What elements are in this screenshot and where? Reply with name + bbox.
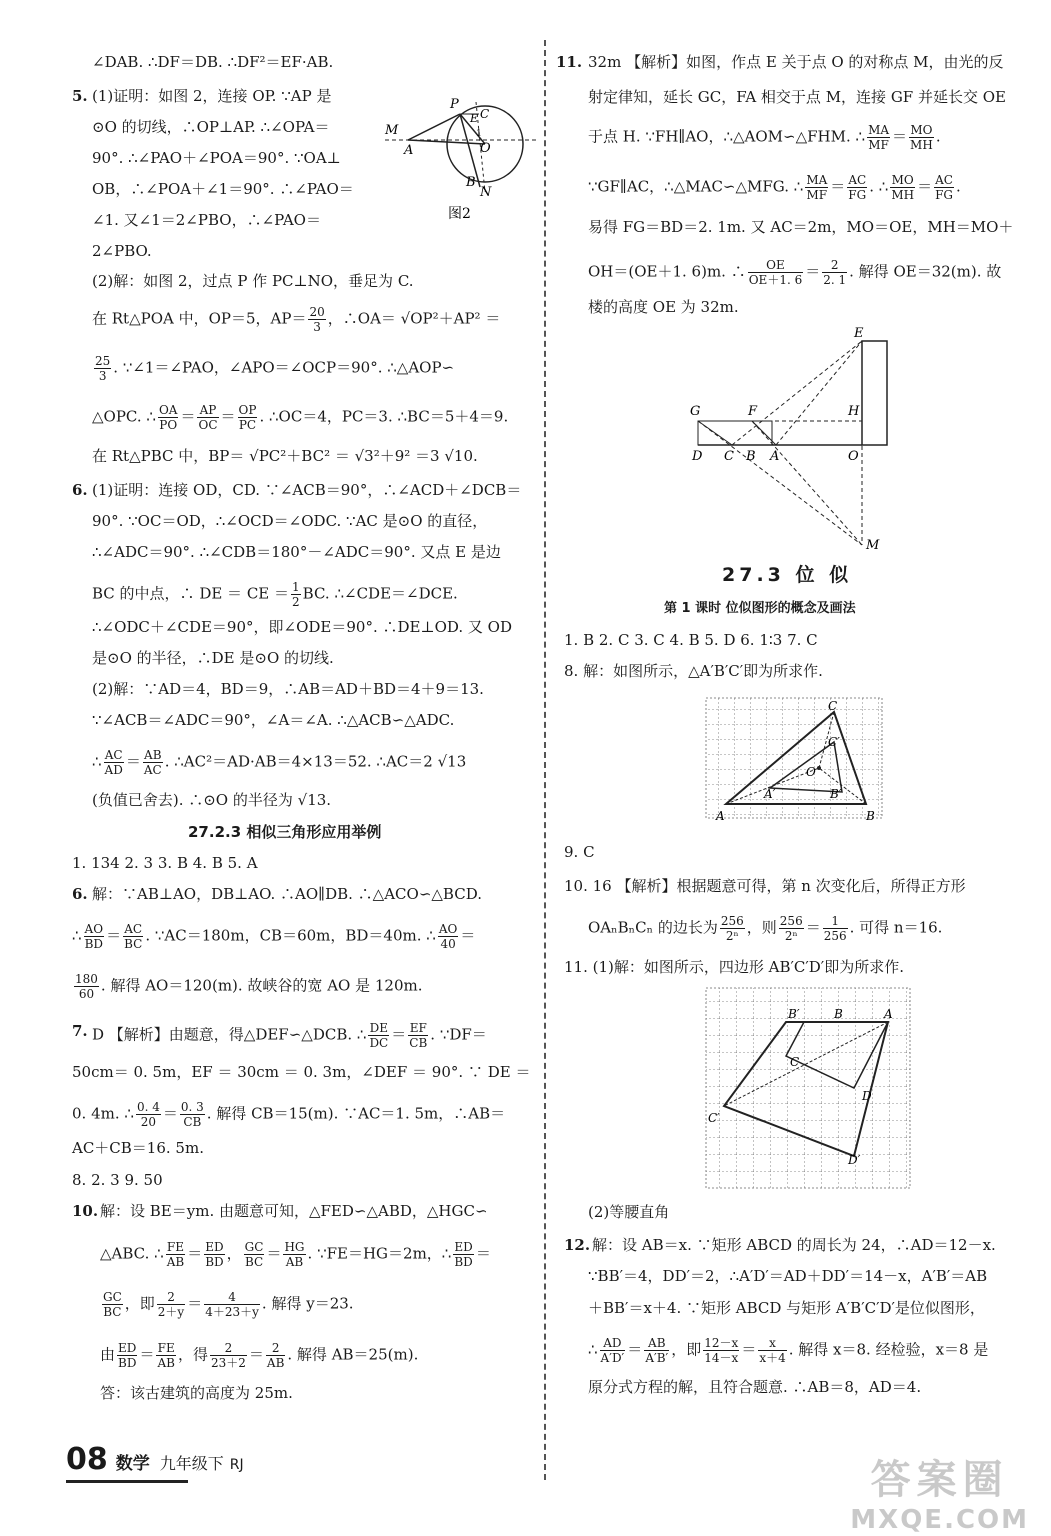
fraction: $\frac{AO}{40}$ xyxy=(438,922,458,951)
answer-line: 1. 134 2. 3 3. B 4. B 5. A xyxy=(72,854,258,872)
fraction: $\frac{4}{4+23+y}$ xyxy=(205,1290,259,1319)
text: . ∴ xyxy=(869,177,889,196)
fraction: $\frac{1}{256}$ xyxy=(823,914,847,943)
page-number: 08 xyxy=(66,1442,108,1477)
text: BC. ∴∠CDE＝∠DCE. xyxy=(302,584,458,603)
fraction: $\frac{OA}{PO}$ xyxy=(158,403,178,432)
fraction: $\frac{OE}{OE+1. 6}$ xyxy=(748,258,803,287)
fraction: $\frac{AP}{OC}$ xyxy=(198,403,218,432)
math-line xyxy=(92,305,500,334)
fraction: $\frac{AC}{AD}$ xyxy=(104,748,123,777)
fraction: $\frac{2}{2+y}$ xyxy=(157,1290,185,1319)
label-o: O xyxy=(806,765,816,779)
label-c: C xyxy=(480,107,490,121)
fraction: $\frac{EF}{CB}$ xyxy=(409,1021,428,1050)
fraction: $\frac{DE}{DC}$ xyxy=(369,1021,389,1050)
question-number: 12. xyxy=(564,1236,591,1254)
section-title: 27.2.3 相似三角形应用举例 xyxy=(188,823,382,841)
math-line: ∴ $\frac{AO}{BD}$ ＝ $\frac{AC}{BC}$ . ∵AC＝180m，CB＝60m，BD＝40m. ∴ $\frac{AO}{40}$ ＝ xyxy=(72,922,476,951)
label-b: B xyxy=(834,1007,843,1021)
page-footer xyxy=(66,1442,244,1477)
text: . 可得 n＝16. xyxy=(849,918,943,937)
fraction: $\frac{AO}{BD}$ xyxy=(84,922,104,951)
figure-building-reflection xyxy=(688,325,898,555)
text-line: (2)解：如图 2，过点 P 作 PC⊥NO，垂足为 C. xyxy=(92,272,414,290)
text-line: AC＋CB＝16. 5m. xyxy=(72,1139,204,1157)
text-line: (1)证明：连接 OD，CD. ∵∠ACB＝90°，∴∠ACD＋∠DCB＝ xyxy=(92,481,522,499)
text: ∴OC＝4，PC＝3. ∴BC＝5＋4＝9. xyxy=(269,407,509,426)
text: ∴ xyxy=(588,1340,598,1359)
label-h: H xyxy=(848,404,860,419)
label-bp: B′ xyxy=(788,1007,800,1021)
lesson-subtitle: 第 1 课时 位似图形的概念及画法 xyxy=(664,601,856,616)
text: . ∵∠1＝∠PAO，∠APO＝∠OCP＝90°. ∴△AOP∽ xyxy=(113,358,455,377)
math-line: ∴ $\frac{AC}{AD}$ ＝ $\frac{AB}{AC}$ . ∴AC²＝AD·AB＝4×13＝52. ∴AC＝2 √13 xyxy=(92,748,467,777)
fraction: $\frac{2}{2. 1}$ xyxy=(823,258,847,287)
fraction: $\frac{12-x}{14-x}$ xyxy=(704,1336,739,1365)
math-line: ∵GF∥AC，∴△MAC∽△MFG. ∴ $\frac{MA}{MF}$ ＝ $\frac{AC}{FG}$ . ∴ $\frac{MO}{MH}$ ＝ $\frac{AC}{FG}$ . xyxy=(588,173,961,202)
text: ，则 xyxy=(746,918,777,937)
fraction: $\frac{AC}{FG}$ xyxy=(848,173,867,202)
building xyxy=(862,341,887,445)
question-number: 6. xyxy=(72,885,88,903)
section-title: 27.3 位 似 xyxy=(722,564,853,586)
fraction: $\frac{0. 4}{20}$ xyxy=(136,1100,160,1129)
math-line: $\frac{GC}{BC}$ ，即 $\frac{2}{2+y}$ ＝ $\frac{4}{4+23+y}$ . 解得 y＝23. xyxy=(103,1290,354,1319)
math-line: 0. 4m. ∴ $\frac{0. 4}{20}$ ＝ $\frac{0. 3}{CB}$ . 解得 CB＝15(m). ∵AC＝1. 5m，∴AB＝ xyxy=(72,1100,506,1129)
label-dp: D′ xyxy=(848,1153,861,1167)
text-line: 解：∵AB⊥AO，DB⊥AO. ∴AO∥DB. ∴△ACO∽△BCD. xyxy=(92,885,482,903)
fraction: $\frac{20}{3}$ xyxy=(309,305,325,334)
fraction: $\frac{2}{AB}$ xyxy=(266,1341,285,1370)
text-line: 11. (1)解：如图所示，四边形 AB′C′D′即为所求作. xyxy=(564,958,904,976)
figure-grid-quadrilateral xyxy=(702,984,912,1194)
text: ∴AC²＝AD·AB＝4×13＝52. ∴AC＝2 √13 xyxy=(174,752,467,771)
text-line: 10. 16 【解析】根据题意可得，第 n 次变化后，所得正方形 xyxy=(564,877,966,895)
text: . 解得 x＝8. 经检验，x＝8 是 xyxy=(788,1340,989,1359)
text: ∵FE＝HG＝2m，∴ xyxy=(317,1244,452,1263)
answer-line: 9. C xyxy=(564,843,595,861)
text-line: 在 Rt△PBC 中，BP＝ √PC²＋BC² ＝ √3²＋9² ＝3 √10. xyxy=(92,447,478,465)
line-gc xyxy=(698,421,732,445)
fraction: $\frac{ED}{BD}$ xyxy=(454,1240,473,1269)
question-number: 5. xyxy=(72,87,88,105)
text-line: ∵BB′＝4，DD′＝2，∴A′D′＝AD＋DD′＝14－x，A′B′＝AB xyxy=(588,1267,988,1285)
text-line: 答：该古建筑的高度为 25m. xyxy=(100,1384,293,1402)
fraction: $\frac{25}{3}$ xyxy=(95,354,111,383)
text-line: 50cm＝ 0. 5m，EF ＝ 30cm ＝ 0. 3m，∠DEF ＝ 90°. ∵ DE ＝ xyxy=(72,1063,531,1081)
text-line: 解：设 BE＝ym. 由题意可知，△FED∽△ABD，△HGC∽ xyxy=(100,1202,488,1220)
text-line: 楼的高度 OE 为 32m. xyxy=(588,298,739,316)
label-a: A xyxy=(770,449,780,464)
figure-caption: 图2 xyxy=(448,206,471,222)
label-c: C xyxy=(790,1055,800,1069)
label-a: A xyxy=(716,809,725,823)
fraction: $\frac{MA}{MF}$ xyxy=(868,123,890,152)
text-line: (2)解：∵AD＝4，BD＝9，∴AB＝AD＋BD＝4＋9＝13. xyxy=(92,680,484,698)
math-line xyxy=(92,580,458,609)
label-f: F xyxy=(748,404,758,419)
fraction: $\frac{GC}{BC}$ xyxy=(103,1290,122,1319)
question-number: 7. xyxy=(72,1022,88,1040)
text-line: 射定律知，延长 GC，FA 相交于点 M，连接 GF 并延长交 OE xyxy=(588,88,1007,106)
fraction: $\frac{MO}{MH}$ xyxy=(910,123,933,152)
math-line xyxy=(72,972,423,1001)
fraction: $\frac{0. 3}{CB}$ xyxy=(180,1100,204,1129)
fraction: $\frac{AC}{FG}$ xyxy=(935,173,954,202)
label-c: C xyxy=(828,699,838,713)
text: 在 Rt△POA 中，OP＝5，AP＝ xyxy=(92,309,307,328)
fraction: $\frac{180}{60}$ xyxy=(75,972,98,1001)
text: 0. 4m. ∴ xyxy=(72,1104,134,1123)
text: ∵DF＝ xyxy=(439,1025,487,1044)
point-o xyxy=(817,766,821,770)
text: . 解得 OE＝32(m). 故 xyxy=(849,262,1002,281)
text-line: 32m 【解析】如图，作点 E 关于点 O 的对称点 M，由光的反 xyxy=(588,53,1004,71)
text-line: ∴∠ODC＋∠CDE＝90°，即∠ODE＝90°. ∴DE⊥OD. 又 OD xyxy=(92,618,512,636)
line-fm xyxy=(752,421,862,545)
math-line: 于点 H. ∵FH∥AO，∴△AOM∽△FHM. ∴ $\frac{MA}{MF}$ ＝ $\frac{MO}{MH}$ . xyxy=(588,123,941,152)
answer-line: 8. 2. 3 9. 50 xyxy=(72,1171,163,1189)
text-line: OB，∴∠POA＋∠1＝90°. ∴∠PAO＝ xyxy=(92,180,354,198)
label-m: M xyxy=(866,538,880,553)
question-number: 11. xyxy=(556,53,583,71)
text-line: ∠DAB. ∴DF＝DB. ∴DF²＝EF·AB. xyxy=(92,53,334,71)
grid xyxy=(706,698,882,818)
label-b: B xyxy=(746,449,756,464)
fraction: $\frac{AC}{BC}$ xyxy=(124,922,143,951)
math-line: OH＝(OE＋1. 6)m. ∴ $\frac{OE}{OE+1. 6}$ ＝ $\frac{2}{2. 1}$ . 解得 OE＝32(m). 故 xyxy=(588,258,1002,287)
fraction: $\frac{AB}{AC}$ xyxy=(143,748,162,777)
label-a: A xyxy=(884,1007,893,1021)
text-line: 8. 解：如图所示，△A′B′C′即为所求作. xyxy=(564,662,823,680)
text: 由 xyxy=(100,1345,116,1364)
math-line: 由 $\frac{ED}{BD}$ ＝ $\frac{FE}{AB}$ ，得 $\frac{2}{23+2}$ ＝ $\frac{2}{AB}$ . 解得 AB＝25(m). xyxy=(100,1341,419,1370)
line-gm xyxy=(698,421,862,545)
line-ae xyxy=(776,341,862,445)
math-line: OAₙBₙCₙ 的边长为 $\frac{256}{\text{2ⁿ}}$ ，则 $\frac{256}{\text{2ⁿ}}$ ＝ $\frac{1}{256}$ . 可得 n＝16. xyxy=(588,914,943,943)
text-line: ＋BB′＝x＋4. ∵矩形 ABCD 与矩形 A′B′C′D′是位似图形， xyxy=(588,1299,985,1317)
fraction: $\frac{AD}{A'D'}$ xyxy=(600,1336,625,1365)
platform xyxy=(698,421,772,445)
text: △OPC. ∴ xyxy=(92,407,156,426)
text: OAₙBₙCₙ 的边长为 xyxy=(588,918,718,937)
text-line: (1)证明：如图 2，连接 OP. ∵AP 是 xyxy=(92,87,332,105)
text: ，∴OA＝ √OP²＋AP² ＝ xyxy=(327,309,501,328)
text-line: 90°. ∴∠PAO＋∠POA＝90°. ∵OA⊥ xyxy=(92,149,341,167)
text-line: 2∠PBO. xyxy=(92,242,152,260)
label-cp: C′ xyxy=(708,1111,720,1125)
text: BC 的中点，∴ DE ＝ CE ＝ xyxy=(92,584,290,603)
fraction: $\frac{GC}{BC}$ xyxy=(244,1240,264,1269)
label-bp: B′ xyxy=(830,787,842,801)
text-line: ∠1. 又∠1＝2∠PBO，∴∠PAO＝ xyxy=(92,211,321,229)
fraction: $\frac{AB}{A'B'}$ xyxy=(645,1336,669,1365)
subject-label: 数学 xyxy=(115,1454,150,1474)
tangent-ap xyxy=(408,114,460,140)
figure-2-circle xyxy=(380,92,540,232)
label-c: C xyxy=(724,449,734,464)
text: ，得 xyxy=(177,1345,208,1364)
math-line: △ABC. ∴ $\frac{FE}{AB}$ ＝ $\frac{ED}{BD}$ ， $\frac{GC}{BC}$ ＝ $\frac{HG}{AB}$ . ∵FE＝HG＝2m，∴ $\frac{ED}{BD}$ ＝ xyxy=(100,1240,491,1269)
text: 于点 H. ∵FH∥AO，∴△AOM∽△FHM. ∴ xyxy=(588,127,866,146)
text: ∵GF∥AC，∴△MAC∽△MFG. ∴ xyxy=(588,177,804,196)
text: . 解得 y＝23. xyxy=(261,1294,354,1313)
text: ∵AC＝180m，CB＝60m，BD＝40m. ∴ xyxy=(154,926,436,945)
text: . 解得 AO＝120(m). 故峡谷的宽 AO 是 120m. xyxy=(100,976,423,995)
text: D 【解析】由题意，得△DEF∽△DCB. ∴ xyxy=(92,1025,367,1044)
question-number: 6. xyxy=(72,481,88,499)
text-line: (2)等腰直角 xyxy=(588,1203,670,1221)
fraction: $\frac{OP}{PC}$ xyxy=(238,403,257,432)
fraction: $\frac{FE}{AB}$ xyxy=(166,1240,185,1269)
label-cp: C′ xyxy=(828,735,840,749)
question-number: 10. xyxy=(72,1202,99,1220)
text: OH＝(OE＋1. 6)m. ∴ xyxy=(588,262,746,281)
label-d: D xyxy=(862,1089,872,1103)
edition-label: RJ xyxy=(229,1457,244,1473)
fraction: $\frac{HG}{AB}$ xyxy=(284,1240,305,1269)
grade-label: 九年级下 xyxy=(159,1454,224,1473)
line-ce xyxy=(732,341,862,445)
text: . 解得 CB＝15(m). ∵AC＝1. 5m，∴AB＝ xyxy=(206,1104,506,1123)
column-divider xyxy=(544,40,546,1480)
label-e: E xyxy=(854,326,864,341)
text: ，即 xyxy=(671,1340,702,1359)
label-n: N xyxy=(480,185,492,200)
text: △ABC. ∴ xyxy=(100,1244,164,1263)
text-line: 解：设 AB＝x. ∵矩形 ABCD 的周长为 24，∴AD＝12－x. xyxy=(592,1236,996,1254)
fraction: $\frac{1}{2}$ xyxy=(292,580,300,609)
text-line: 易得 FG＝BD＝2. 1m. 又 AC＝2m，MO＝OE，MH＝MO＋ xyxy=(588,218,1014,236)
fraction: $\frac{256}{\text{2ⁿ}}$ xyxy=(720,914,744,943)
label-o: O xyxy=(480,141,491,156)
label-o: O xyxy=(848,449,859,464)
text-line: ⊙O 的切线，∴OP⊥AP. ∴∠OPA＝ xyxy=(92,118,330,136)
text-line: ∵∠ACB＝∠ADC＝90°，∠A＝∠A. ∴△ACB∽△ADC. xyxy=(92,711,455,729)
math-line: ∴ $\frac{AD}{A'D'}$ ＝ $\frac{AB}{A'B'}$ ，即 $\frac{12-x}{14-x}$ ＝ $\frac{x}{x+4}$ . 解得 x＝8. 经检验，x＝8 是 xyxy=(588,1336,989,1365)
text-line: 90°. ∵OC＝OD，∴∠OCD＝∠ODC. ∵AC 是⊙O 的直径， xyxy=(92,512,488,530)
label-1: 1 xyxy=(476,129,482,139)
label-p: P xyxy=(450,97,459,112)
text-line: 是⊙O 的半径，∴DE 是⊙O 的切线. xyxy=(92,649,334,667)
label-d: D xyxy=(692,449,703,464)
fraction: $\frac{MO}{MH}$ xyxy=(891,173,915,202)
math-line xyxy=(92,354,454,383)
text: ，即 xyxy=(124,1294,155,1313)
answer-line: 1. B 2. C 3. C 4. B 5. D 6. 1∶3 7. C xyxy=(564,631,818,649)
label-g: G xyxy=(690,404,701,419)
text-line: (负值已舍去). ∴⊙O 的半径为 √13. xyxy=(92,791,332,809)
fraction: $\frac{ED}{BD}$ xyxy=(205,1240,224,1269)
text: . 解得 AB＝25(m). xyxy=(287,1345,419,1364)
fraction: $\frac{256}{\text{2ⁿ}}$ xyxy=(779,914,803,943)
math-line: D 【解析】由题意，得△DEF∽△DCB. ∴ $\frac{DE}{DC}$ ＝ $\frac{EF}{CB}$ . ∵DF＝ xyxy=(92,1021,487,1050)
footer-underline xyxy=(66,1480,188,1483)
label-ap: A′ xyxy=(764,787,776,801)
fraction: $\frac{x}{x+4}$ xyxy=(759,1336,786,1365)
watermark-logo: 答案圈 MXQE.COM xyxy=(850,1457,1029,1535)
figure-grid-triangle xyxy=(702,694,892,830)
fraction: $\frac{FE}{AB}$ xyxy=(157,1341,175,1370)
text-line: 原分式方程的解，且符合题意. ∴AB＝8，AD＝4. xyxy=(588,1378,922,1396)
label-e: E xyxy=(470,112,479,125)
label-b: B xyxy=(866,809,875,823)
fraction: $\frac{MA}{MF}$ xyxy=(806,173,828,202)
label-b: B xyxy=(466,175,476,190)
text-line: ∴∠ADC＝90°. ∴∠CDB＝180°－∠ADC＝90°. 又点 E 是边 xyxy=(92,543,501,561)
fraction: $\frac{2}{23+2}$ xyxy=(210,1341,246,1370)
math-line: △OPC. ∴ $\frac{OA}{PO}$ ＝ $\frac{AP}{OC}$ ＝ $\frac{OP}{PC}$ . ∴OC＝4，PC＝3. ∴BC＝5＋4＝9. xyxy=(92,403,509,432)
fraction: $\frac{ED}{BD}$ xyxy=(118,1341,137,1370)
label-a: A xyxy=(404,143,414,158)
label-m: M xyxy=(385,123,399,138)
